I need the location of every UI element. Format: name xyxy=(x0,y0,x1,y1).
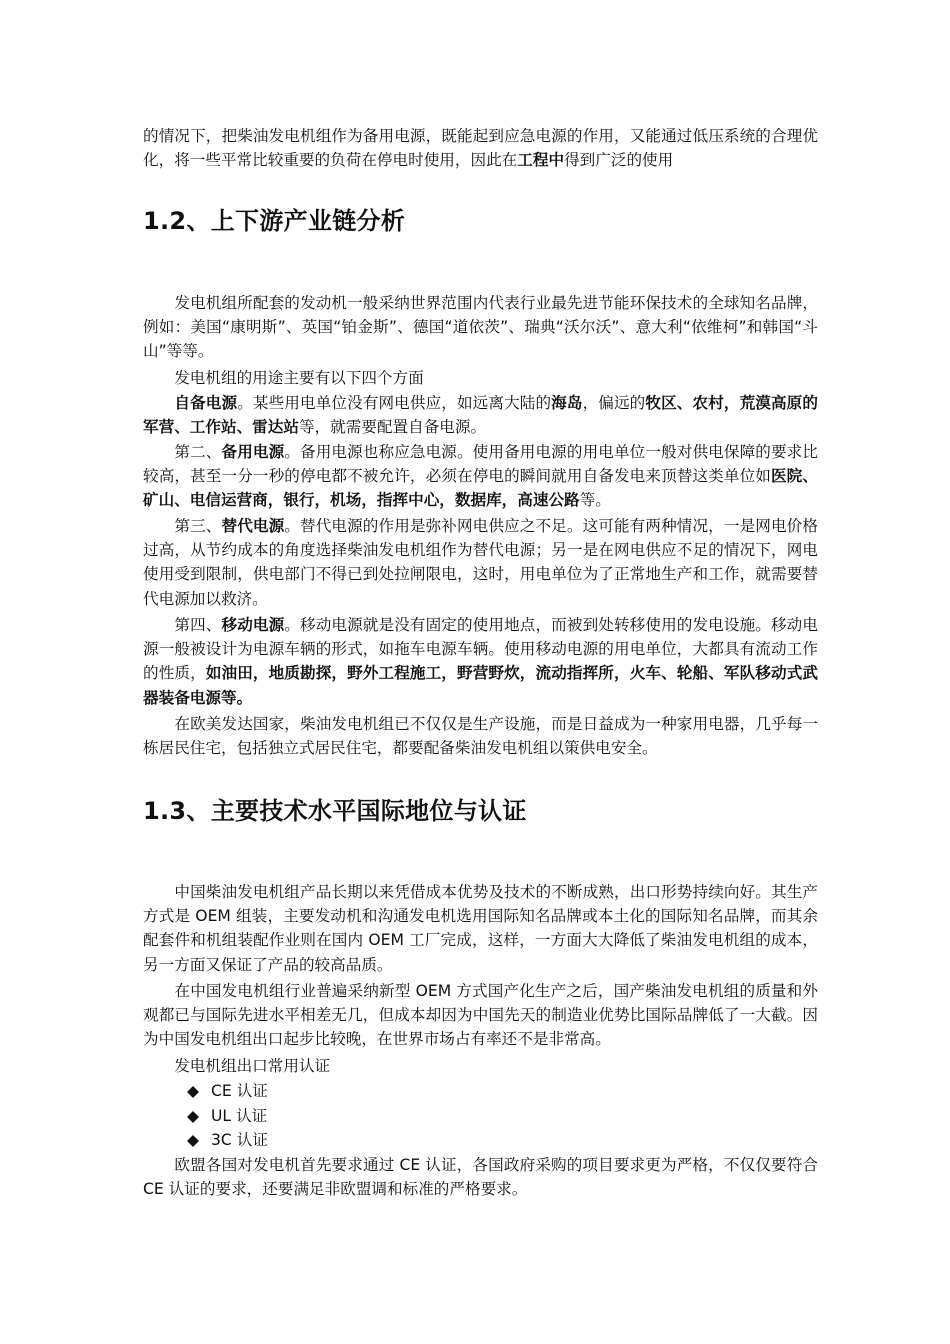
intro-paragraph xyxy=(143,124,818,172)
section2-paragraph-self-power xyxy=(143,391,818,439)
self-power-text-3: 等，就需要配置自备电源。 xyxy=(298,418,487,437)
self-power-text-2: ，偏远的 xyxy=(582,394,646,412)
section2-paragraph-1: 发电机组所配套的发动机一般采纳世界范围内代表行业最先进节能环保技术的全球知名品牌，例如：美国“康明斯”、英国“铂金斯”、德国“道依茨”、瑞典“沃尔沃”、意大利“依维柯”和韩国“斗山”等等。 xyxy=(143,294,818,361)
self-power-bold-2: 海岛 xyxy=(551,394,583,412)
alt-power-text-2: 。替代电源的作用是弥补网电供应之不足。这可能有两种情况，一是网电价格过高，从节约成本的角度选择柴油发电机组作为替代电源；另一是在网电供应不足的情况下，网电使用受到限制，供电部门不得已到处拉闸限电，这时，用电单位为了正常地生产和工作，就需要替代电源加以救济。 xyxy=(143,517,818,608)
intro-text-1: 的情况下，把柴油发电机组作为备用电源，既能起到应急电源的作用，又能通过低压系统的合理优化，将一些平常比较重要的负荷在停电时使用，因此在 xyxy=(143,127,818,170)
section3-paragraph-4: 欧盟各国对发电机首先要求通过 CE 认证，各国政府采购的项目要求更为严格，不仅仅要符合 CE 认证的要求，还要满足非欧盟调和标准的严格要求。 xyxy=(143,1156,818,1199)
mobile-power-bold-2: 如油田，地质勘探，野外工程施工，野营野炊，流动指挥所，火车、轮船、军队移动式武器装备电源等。 xyxy=(143,664,818,707)
mobile-power-text-2: 。移动电源就是没有固定的使用地点，而被到处转移使用的发电设施。移动电源一般被设计为电源车辆的形式，如拖车电源车辆。使用移动电源的用电单位，大都具有流动工作的性质， xyxy=(143,616,818,683)
section-heading-1-3: 1.3、主要技术水平国际地位与认证 xyxy=(143,797,527,825)
section2-paragraph-2: 发电机组的用途主要有以下四个方面 xyxy=(143,369,424,387)
section3-paragraph-1: 中国柴油发电机组产品长期以来凭借成本优势及技术的不断成熟，出口形势持续向好。其生产方式是 OEM 组装，主要发动机和沟通发电机选用国际知名品牌或本土化的国际知名品牌，而其余配套件和机组装配作业则在国内 OEM 工厂完成，这样，一方面大大降低了柴油发电机组的成本，另一方面又保证了产品的较高品质。 xyxy=(143,883,818,974)
bullet-item-ul xyxy=(187,1104,267,1128)
section2-paragraph-7: 在欧美发达国家，柴油发电机组已不仅仅是生产设施，而是日益成为一种家用电器，几乎每一栋居民住宅，包括独立式居民住宅，都要配备柴油发电机组以策供电安全。 xyxy=(143,715,818,758)
self-power-bold-3: 牧区、农村，荒漠高原的军营、工作站、雷达站 xyxy=(143,394,818,437)
backup-power-text-1: 第二、 xyxy=(143,443,222,461)
diamond-bullet-icon: ◆ xyxy=(187,1082,199,1100)
bullet-item-3c xyxy=(187,1128,268,1152)
backup-power-label: 备用电源 xyxy=(221,443,285,461)
diamond-bullet-icon: ◆ xyxy=(187,1131,199,1149)
alt-power-label: 替代电源 xyxy=(221,517,285,535)
self-power-text-1: 。某些用电单位没有网电供应，如远离大陆的 xyxy=(237,394,552,412)
mobile-power-label: 移动电源 xyxy=(221,616,285,634)
backup-power-text-3: 等。 xyxy=(579,491,611,510)
section2-paragraph-alternative-power xyxy=(143,514,818,611)
mobile-power-text-1: 第四、 xyxy=(143,616,222,634)
section2-paragraph-backup-power xyxy=(143,440,818,513)
intro-bold-1: 工程中 xyxy=(517,151,565,170)
alt-power-text-1: 第三、 xyxy=(143,517,222,535)
section-heading-1-2: 1.2、上下游产业链分析 xyxy=(143,207,406,235)
intro-text-2: 得到广泛的使用 xyxy=(564,151,674,170)
self-power-label: 自备电源 xyxy=(143,394,238,412)
section3-paragraph-3: 发电机组出口常用认证 xyxy=(143,1057,331,1075)
diamond-bullet-icon: ◆ xyxy=(187,1107,199,1125)
bullet-label: CE 认证 xyxy=(211,1082,268,1100)
bullet-label: UL 认证 xyxy=(211,1107,268,1125)
section3-paragraph-2: 在中国发电机组行业普遍采纳新型 OEM 方式国产化生产之后，国产柴油发电机组的质量和外观都已与国际先进水平相差无几，但成本却因为中国先天的制造业优势比国际品牌低了一大截。因为中国发电机组出口起步比较晚，在世界市场占有率还不是非常高。 xyxy=(143,982,818,1049)
bullet-item-ce xyxy=(187,1079,268,1103)
bullet-label: 3C 认证 xyxy=(211,1131,268,1149)
backup-power-text-2: 。备用电源也称应急电源。使用备用电源的用电单位一般对供电保障的要求比较高，甚至一分一秒的停电都不被允许，必须在停电的瞬间就用自备发电来顶替这类单位如 xyxy=(143,443,818,486)
section2-paragraph-mobile-power xyxy=(143,613,818,710)
backup-power-bold-2: 医院、矿山、电信运营商，银行，机场，指挥中心，数据库，高速公路 xyxy=(143,467,818,510)
